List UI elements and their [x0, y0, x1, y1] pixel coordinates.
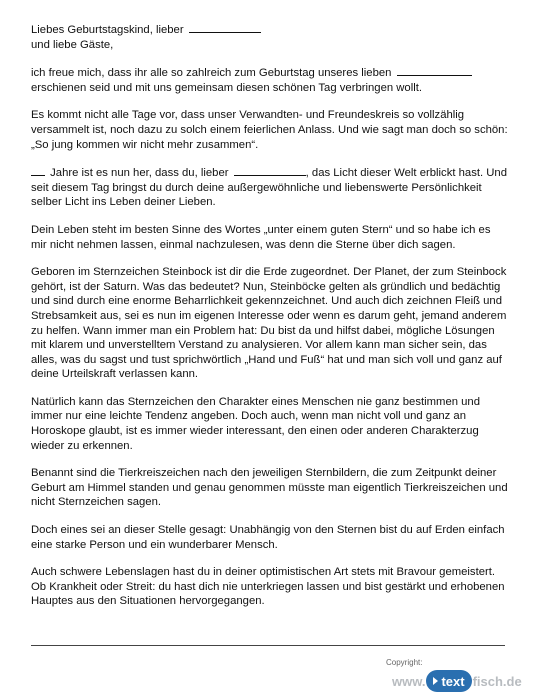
- salutation-line-1: Liebes Geburtstagskind, lieber: [31, 24, 184, 36]
- age-blank: [31, 165, 45, 176]
- paragraph-greeting: [31, 65, 509, 95]
- paragraph-capricorn: Geboren im Sternzeichen Steinbock ist dir die Erde zugeordnet. Der Planet, der zum Steinbock gehört, ist der Saturn. Was das bedeutet? Nun, Steinböcke gelten als gründlich und bedächtig und sind durch eine enorme Beharrlichkeit gekennzeichnet. Und auch dich zeichnen Fleiß und Strebsamkeit aus, sei es nun im eigenen Interesse oder wenn es darum geht, jemand anderem zu helfen. Wann immer man ein Problem hat: Du bist da und hilfst dabei, mögliche Lösungen mit klarem und unverstelltem Verstand zu analysieren. Vor allem kann man sicher sein, das alles, was du sagst und tust sprichwörtlich „Hand und Fuß“ hat und man sich voll und ganz auf deine Urteilskraft verlassen kann.: [31, 266, 507, 381]
- paragraph-hardship: Auch schwere Lebenslagen hast du in deiner optimistischen Art stets mit Bravour gemeistert. Ob Krankheit oder Streit: du hast dich nie unterkriegen lassen und bist gestärkt und erhobenen Hauptes aus den Situationen hervorgegangen.: [31, 566, 505, 608]
- name-blank: [189, 22, 261, 33]
- paragraph-character: Natürlich kann das Sternzeichen den Charakter eines Menschen nie ganz bestimmen und immer nur eine leichte Tendenz angeben. Doch auch, wenn man nicht voll und ganz an Horoskope glaubt, ist es immer wieder interessant, den einen oder anderen Charakterzug wieder zu erkennen.: [31, 395, 480, 452]
- name-blank: [234, 165, 306, 176]
- greeting-text-b: erschienen seid und mit uns gemeinsam diesen schönen Tag verbringen wollt.: [31, 81, 423, 94]
- salutation-line-2: und liebe Gäste,: [31, 38, 114, 51]
- brand-prefix: www.: [392, 673, 426, 689]
- play-arrow-icon: [433, 677, 438, 685]
- years-text-b: , das Licht dieser Welt erblickt hast. Und seit diesem Tag bringst du durch deine außergewöhnliche und liebenswerte Persönlichkeit selber Licht ins Leben deiner Lieben.: [31, 167, 507, 209]
- greeting-text-a: ich freue mich, dass ihr alle so zahlreich zum Geburtstag unseres lieben: [31, 67, 392, 80]
- brand-pill: [426, 670, 471, 692]
- brand-suffix: fisch.de: [472, 673, 522, 689]
- years-text-a: Jahre ist es nun her, dass du, lieber: [50, 167, 229, 180]
- salutation: [31, 22, 509, 52]
- brand-middle: text: [441, 673, 465, 689]
- brand-logo[interactable]: [392, 668, 522, 694]
- paragraph-zodiac: Benannt sind die Tierkreiszeichen nach den jeweiligen Sternbildern, die zum Zeitpunkt deiner Geburt am Himmel standen und genau genommen müsste man eigentlich Tierkreiszeichen und nicht Sternzeichen sagen.: [31, 467, 508, 509]
- footer-divider: [31, 645, 505, 646]
- paragraph-person: Doch eines sei an dieser Stelle gesagt: Unabhängig von den Sternen bist du auf Erden einfach eine starke Person und ein wunderbarer Mensch.: [31, 524, 505, 551]
- name-blank: [397, 65, 472, 76]
- copyright-label: Copyright:: [386, 658, 423, 667]
- paragraph-gathering: Es kommt nicht alle Tage vor, dass unser Verwandten- und Freundeskreis so vollzählig versammelt ist, noch dazu zu solch einem feierlichen Anlass. Und wie sagt man doch so schön: „So jung kommen wir nicht mehr zusammen“.: [31, 109, 508, 151]
- paragraph-years: [31, 165, 509, 210]
- paragraph-star: Dein Leben steht im besten Sinne des Wortes „unter einem guten Stern“ und so habe ich es mir nicht nehmen lassen, einmal nachzulesen, was denn die Sterne über dich sagen.: [31, 223, 491, 251]
- document-body: [31, 22, 509, 622]
